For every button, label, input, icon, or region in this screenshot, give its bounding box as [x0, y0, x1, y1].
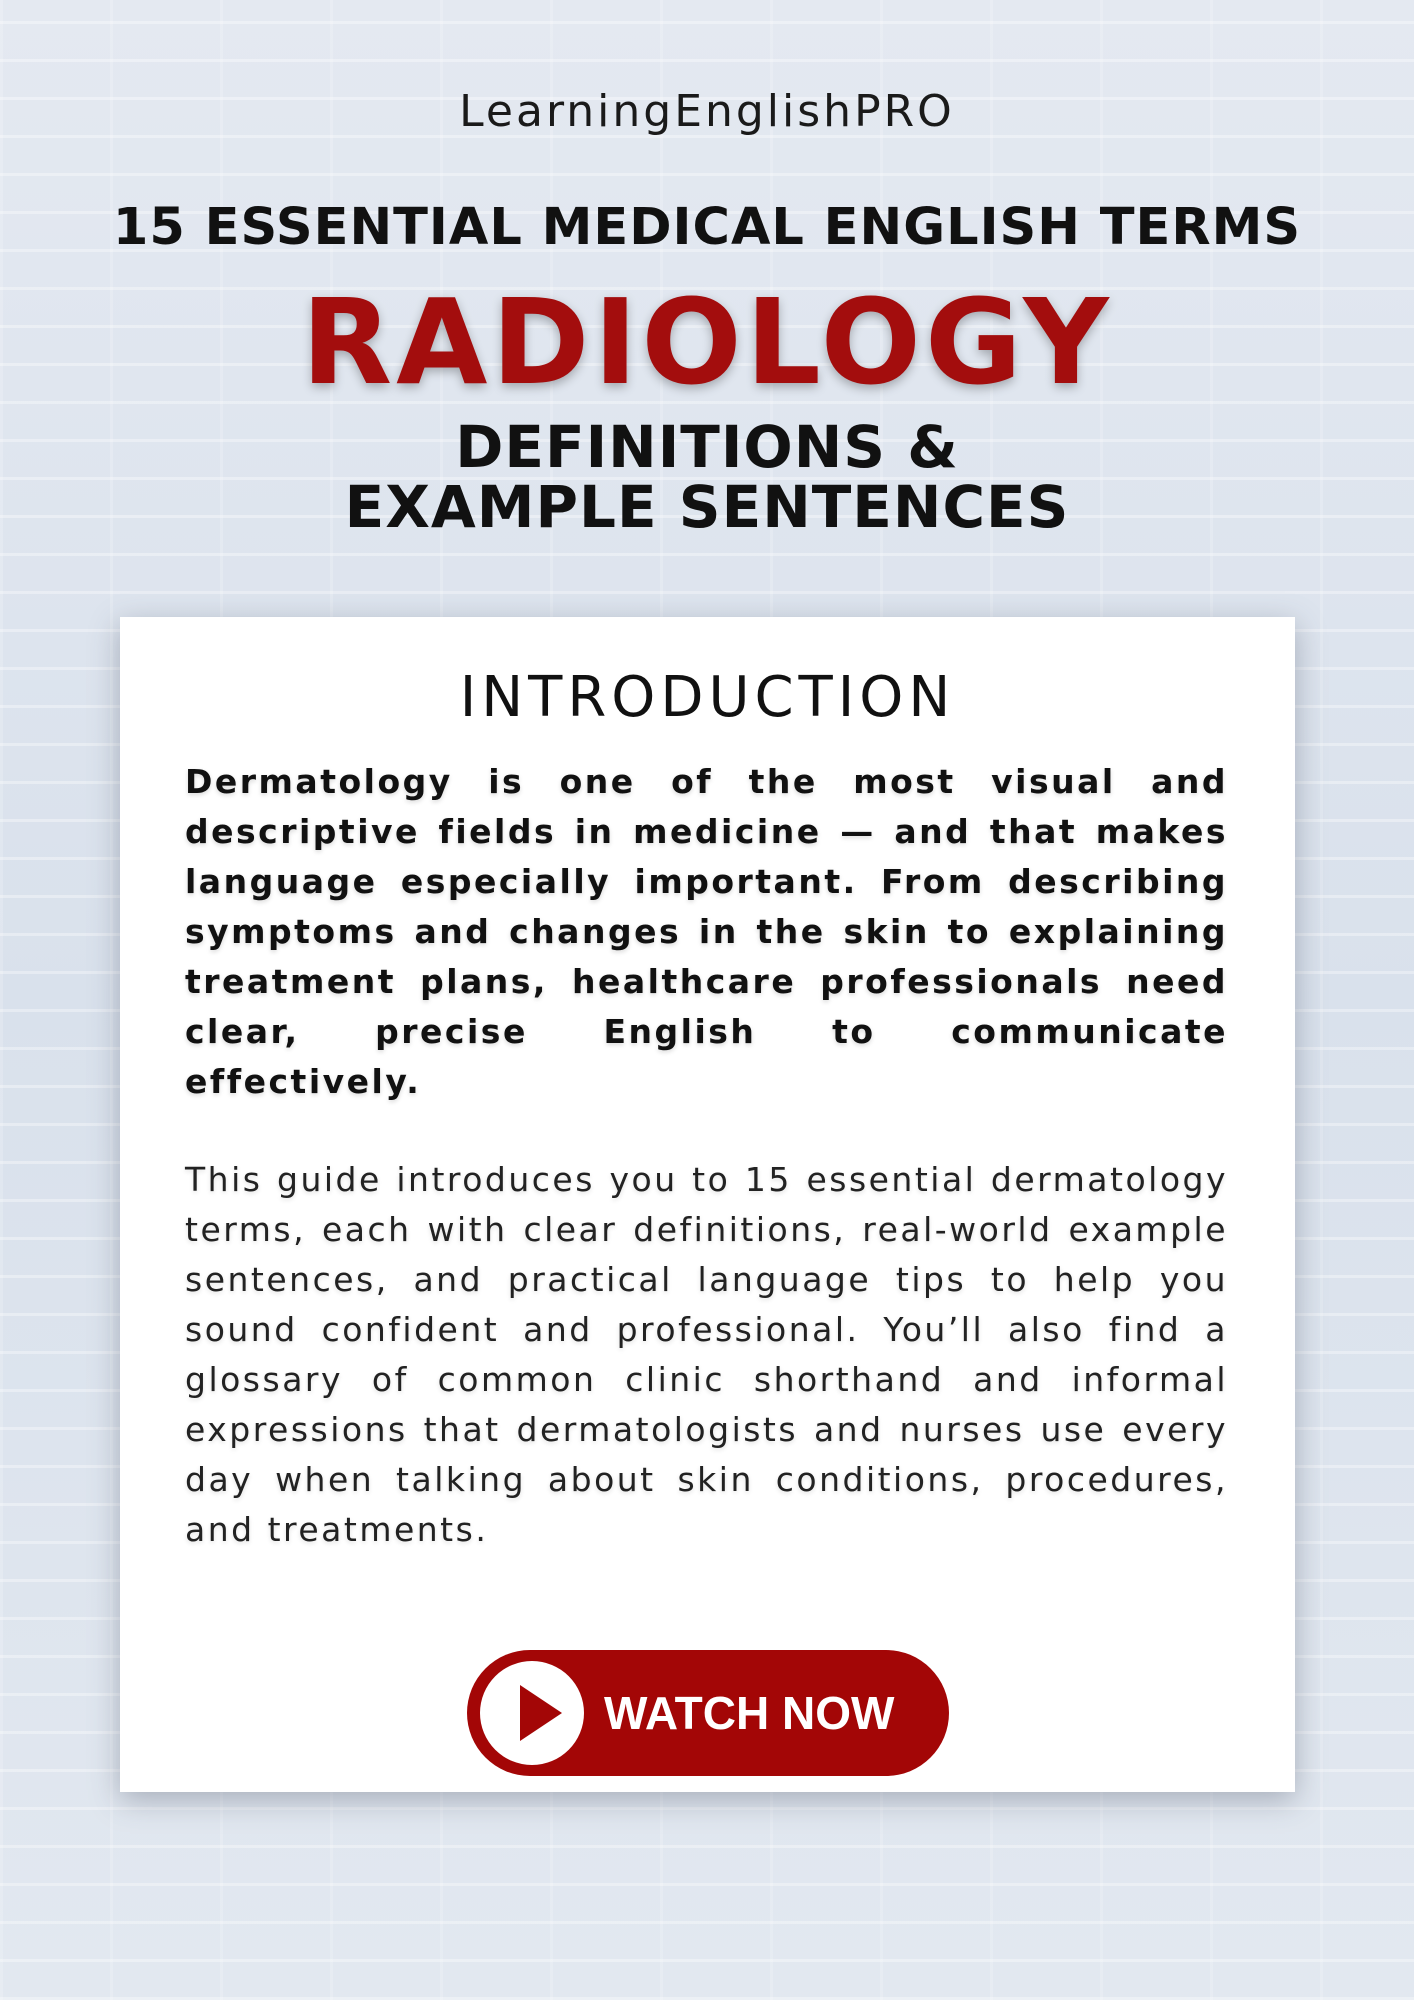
subtitle-line-1: DEFINITIONS & — [455, 413, 959, 481]
intro-paragraph-regular: This guide introduces you to 15 essential dermatology terms, each with clear definitions, real-world example sentences, and practical language tips to help you sound confident and professional. You’ll also find a glossary of common clinic shorthand and informal expressions that dermatologists and nurses use every day when talking about skin conditions, procedures, and treatments. — [185, 1160, 1228, 1549]
watch-now-button[interactable] — [467, 1650, 949, 1776]
subject-title: RADIOLOGY — [301, 273, 1113, 411]
card-title: INTRODUCTION — [459, 665, 956, 730]
play-triangle-icon — [480, 1661, 584, 1765]
headline: 15 ESSENTIAL MEDICAL ENGLISH TERMS — [112, 198, 1302, 257]
play-icon — [480, 1661, 584, 1765]
subtitle-line-2: EXAMPLE SENTENCES — [344, 473, 1070, 541]
intro-paragraph-bold: Dermatology is one of the most visual and descriptive fields in medicine — and that makes language especially important. From describing symptoms and changes in the skin to explaining treatment plans, healthcare professionals need clear, precise English to communicate effectively. — [185, 762, 1228, 1101]
brand-name: LearningEnglishPRO — [459, 86, 955, 137]
introduction-card — [120, 617, 1295, 1792]
watch-now-label: WATCH NOW — [604, 1687, 895, 1739]
subtitle — [0, 413, 1414, 541]
